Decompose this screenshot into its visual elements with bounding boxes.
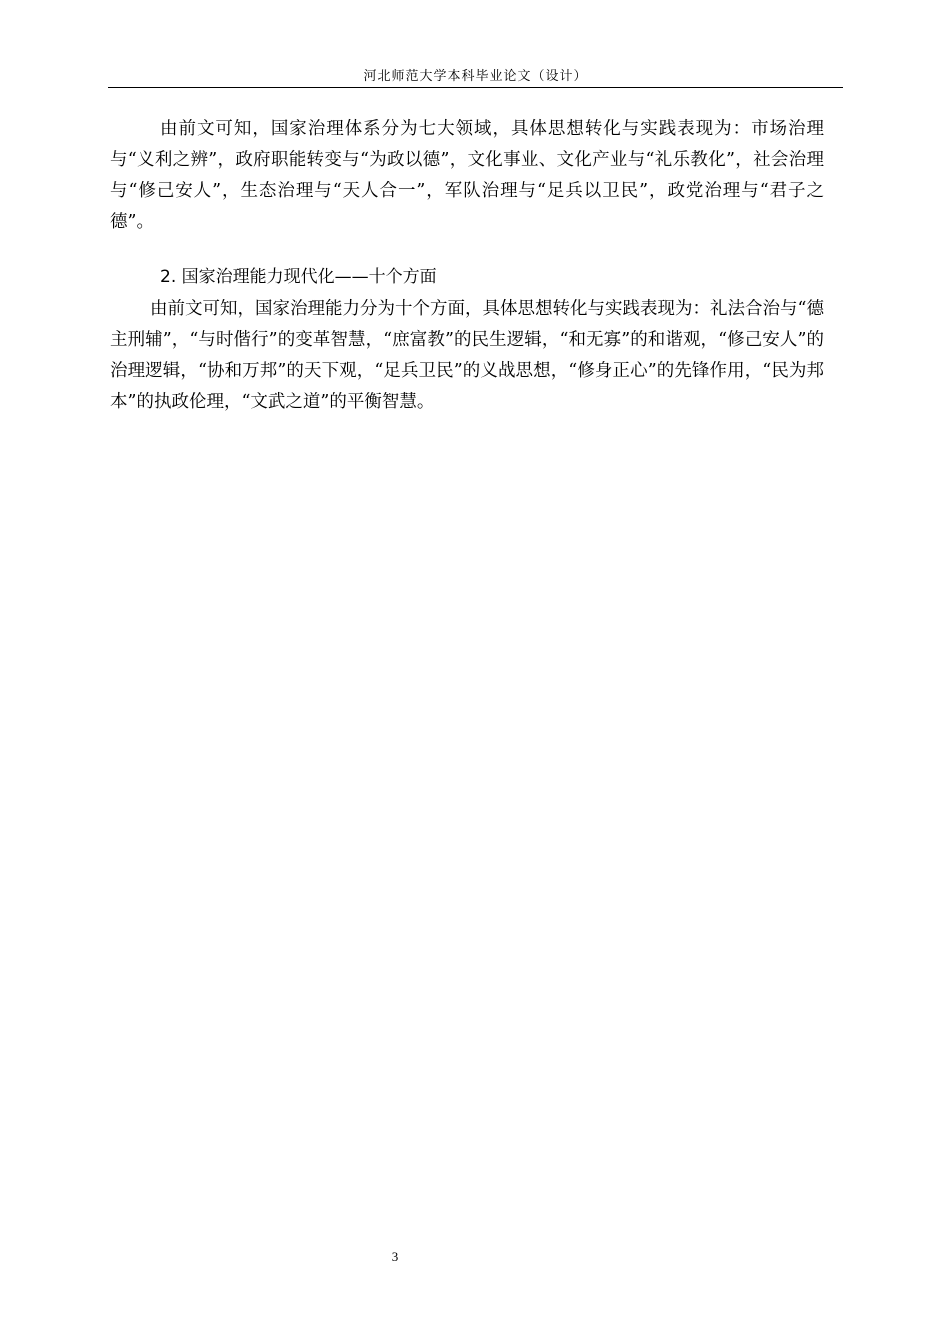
- paragraph-governance-system: 由前文可知，国家治理体系分为七大领域，具体思想转化与实践表现为：市场治理与“义利之辨”，政府职能转变与“为政以德”，文化事业、文化产业与“礼乐教化”，社会治理与“修己安人”，生态治理与“天人合一”，军队治理与“足兵以卫民”，政党治理与“君子之德”。: [110, 119, 824, 232]
- page-header-title: 河北师范大学本科毕业论文（设计）: [363, 69, 588, 84]
- section-heading-governance-capacity: 2. 国家治理能力现代化——十个方面: [160, 267, 437, 287]
- paragraph-governance-capacity: 由前文可知，国家治理能力分为十个方面，具体思想转化与实践表现为：礼法合治与“德主刑辅”，“与时偕行”的变革智慧，“庶富教”的民生逻辑，“和无寡”的和谐观，“修己安人”的治理逻辑，“协和万邦”的天下观，“足兵卫民”的义战思想，“修身正心”的先锋作用，“民为邦本”的执政伦理，“文武之道”的平衡智慧。: [110, 299, 824, 412]
- page-number: 3: [391, 1249, 399, 1264]
- header-divider: [108, 87, 843, 88]
